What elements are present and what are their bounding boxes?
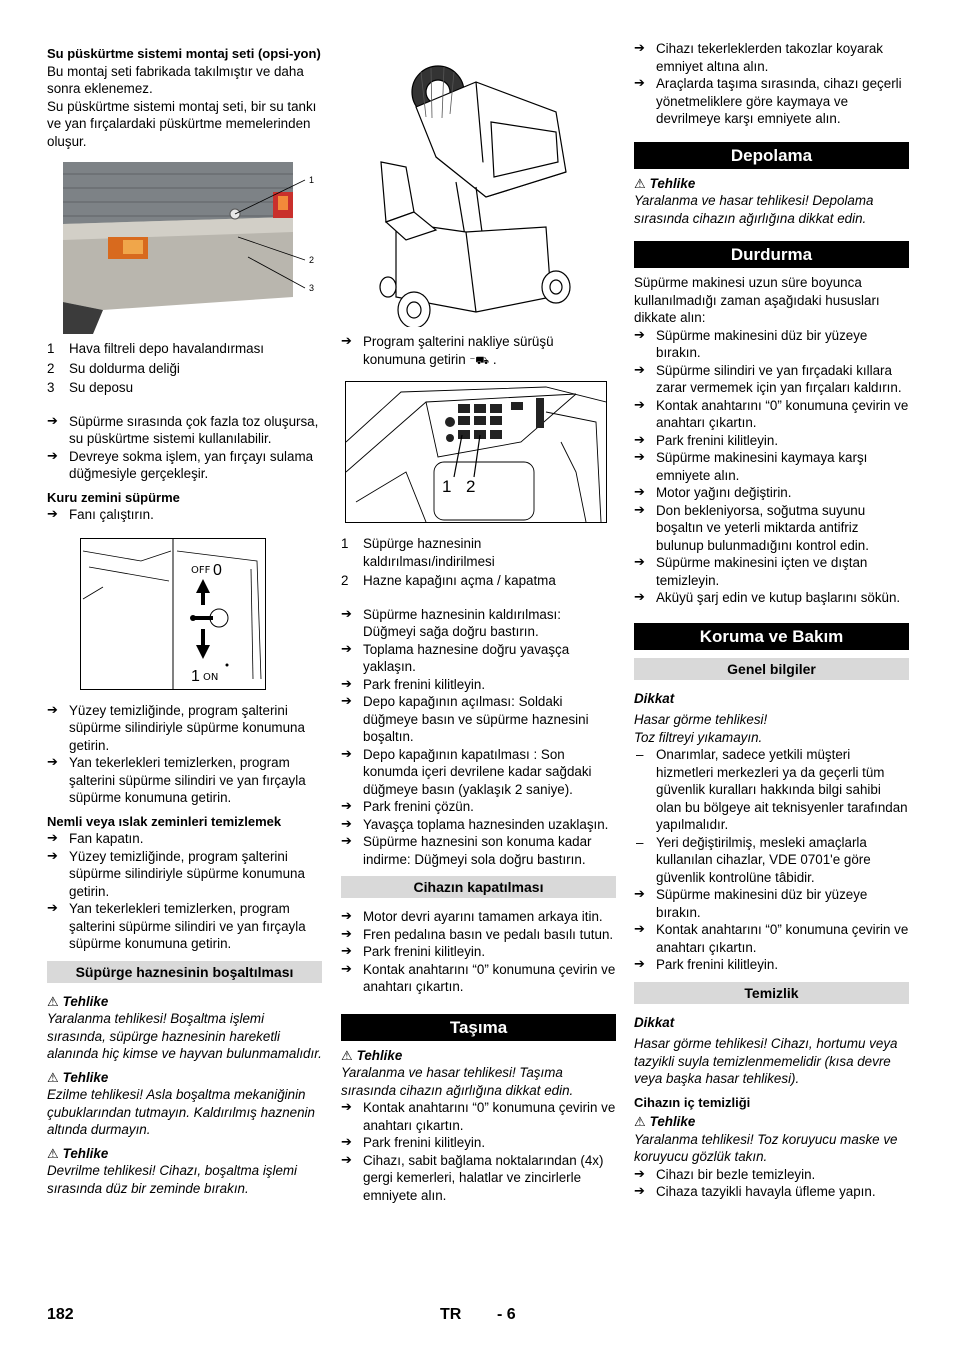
spray-paragraph-1: Bu montaj seti fabrikada takılmıştır ve daha sonra eklenemez. [47,63,304,96]
step-item: ➔ Süpürme makinesini kaymaya karşı emniyete alın. [634,449,909,484]
section-bar-transport: Taşıma [341,1014,616,1041]
step-item: ➔ Motor yağını değiştirin. [634,484,909,502]
warning-text: Ezilme tehlikesi! Asla boşaltma mekaniğinin çubuklarından tutmayın. Kaldırılmış haznenin altında durmayın. [47,1087,315,1137]
step-item: ➔ Devreye sokma işlem, yan fırçayı sulama düğmesiyle gerçekleşir. [47,448,322,483]
section-bar-emptying: Süpürge haznesinin boşaltılması [47,961,322,983]
figure-program-switch [80,538,266,690]
step-item: ➔ Motor devri ayarını tamamen arkaya itin. [341,908,616,926]
note-item: – Yeri değiştirilmiş, mesleki amaçlarla kullanılan cihazlar, VDE 0701'e göre güvenlik kontrolüne tâbidir. [634,834,909,887]
warning-triangle-icon: ⚠ [341,1047,353,1063]
step-item: ➔ Park frenini kilitleyin. [341,676,616,694]
step-item: ➔ Fan kapatın. [47,830,322,848]
control-panel-illustration [346,382,606,522]
step-item: ➔ Kontak anahtarını “0” konumuna çevirin ve anahtarı çıkartın. [341,961,616,996]
caution-text-line: Toz filtreyi yıkamayın. [634,729,763,745]
fig1-callout-2: 2 [309,255,315,265]
arrow-down-icon [196,629,210,659]
warning-label: ⚠ Tehlike [634,1114,696,1129]
section-bar-storage: Depolama [634,142,909,169]
heading-inner-cleaning: Cihazın iç temizliği [634,1094,751,1110]
step-item: ➔ Park frenini çözün. [341,798,616,816]
step-item: ➔ Aküyü şarj edin ve kutup başlarını sökün. [634,589,909,607]
step-item: ➔ Don bekleniyorsa, soğutma suyunu boşaltın ve yeterli miktarda antifriz bulunup bulunmadığını kontrol edin. [634,502,909,555]
figure-sweeper-machine [366,62,586,327]
page-number: 182 [47,1306,74,1323]
warning-triangle-icon: ⚠ [47,1145,59,1161]
caution-text-line: Hasar görme tehlikesi! [634,712,768,727]
warning-triangle-icon: ⚠ [634,175,646,191]
step-item: ➔ Cihaza tazyikli havayla üfleme yapın. [634,1183,909,1201]
step-item: ➔ Yüzey temizliğinde, program şalterini süpürme silindiriyle süpürme konumuna getirin. [47,702,322,755]
step-item: ➔ Yavaşça toplama haznesinden uzaklaşın. [341,816,616,834]
heading-spray-kit: Su püskürtme sistemi montaj seti (opsi-yon) [47,46,321,61]
step-item: ➔ Yüzey temizliğinde, program şalterini süpürme silindiriyle süpürme konumuna getirin. [47,848,322,901]
switch-off-label: OFF [191,564,211,576]
legend-item: 3 Su deposu [47,380,134,395]
step-item: ➔ Park frenini kilitleyin. [634,956,909,974]
step-item: ➔ Depo kapağının kapatılması : Son konumda içeri devrilene kadar sağdaki düğmeye basın (yaklaşık 2 saniye). [341,746,616,799]
step-item: ➔ Park frenini kilitleyin. [341,943,616,961]
sub-page-number: - 6 [497,1306,516,1323]
step-item: ➔ Fren pedalına basın ve pedalı basılı tutun. [341,926,616,944]
spray-paragraph-2: Su püskürtme sistemi montaj seti, bir su tankı ve yan fırçalardaki püskürtme memelerinden oluşur. [47,98,317,149]
water-tank-illustration [63,162,321,334]
switch-one-label: 1 [191,667,200,685]
program-switch-illustration [81,539,265,689]
legend-item: 2 Su doldurma deliği [47,360,180,376]
warning-text: Yaralanma ve hasar tehlikesi! Depolama sırasında cihazın ağırlığına dikkat edin. [634,193,874,226]
language-code: TR [440,1306,462,1323]
step-item: ➔ Yan tekerlekleri temizlerken, program şalterini süpürme silindiri ve yan fırçayla süpürme konumuna getirin. [47,900,322,953]
fig3-label-1: 1 [442,477,452,496]
warning-triangle-icon: ⚠ [47,1069,59,1085]
heading-wet-floor: Nemli veya ıslak zeminleri temizlemek [47,813,282,829]
warning-text: Yaralanma tehlikesi! Boşaltma işlemi sırasında, süpürge haznesinin hareketli alanında hiç kimse ve hayvan bulunmamalıdır. [47,1011,322,1061]
step-item: ➔ Yan tekerlekleri temizlerken, program şalterini süpürme silindiri ve yan fırçayla süpürme konumuna getirin. [47,754,322,807]
step-item: ➔ Süpürme makinesini düz bir yüzeye bırakın. [634,327,909,362]
step-item: ➔ Cihazı tekerleklerden takozlar koyarak emniyet altına alın. [634,40,909,75]
step-item: ➔ Depo kapağının açılması: Soldaki düğmeye basın ve süpürme haznesini boşaltın. [341,693,616,746]
figure-water-tank [63,162,321,334]
step-item: ➔ Kontak anahtarını “0” konumuna çevirin ve anahtarı çıkartın. [634,921,909,956]
warning-text: Yaralanma tehlikesi! Toz koruyucu maske ve koruyucu gözlük takın. [634,1131,898,1164]
section-bar-general: Genel bilgiler [634,658,909,680]
warning-text: Devrilme tehlikesi! Cihazı, boşaltma işlemi sırasında düz bir zeminde bırakın. [47,1163,298,1196]
switch-on-label: ON [203,671,219,683]
step-item: ➔ Süpürme makinesini düz bir yüzeye bırakın. [634,886,909,921]
step-item: ➔ Toplama haznesine doğru yavaşça yaklaşın. [341,641,616,676]
column-1 [47,40,322,1197]
figure-control-panel [345,381,607,523]
heading-dry-floor: Kuru zemini süpürme [47,489,180,505]
step-item: ➔ Süpürme haznesini son konuma kadar indirme: Düğmeyi sola doğru bastırın. [341,833,616,868]
switch-zero-label: 0 [213,561,222,579]
step-item: ➔ Program şalterini nakliye sürüşü konumuna getirin ⁻⛟ . [341,333,616,369]
warning-label: ⚠ Tehlike [47,1069,109,1085]
step-item: ➔ Kontak anahtarını “0” konumuna çevirin ve anahtarı çıkartın. [341,1099,616,1134]
step-item: ➔ Park frenini kilitleyin. [341,1134,616,1152]
note-item: – Onarımlar, sadece yetkili müşteri hizmetleri merkezleri ya da geçerli tüm güvenlik kuralları hakkında bilgi sahibi olan bu bölgeye ait teknisyenler tarafından yapılmalıdır. [634,746,909,834]
legend-item: 1 Hava filtreli depo havalandırması [47,341,265,356]
fig1-callout-3: 3 [309,283,315,293]
fig3-label-2: 2 [466,477,476,496]
step-item: ➔ Araçlarda taşıma sırasında, cihazı geçerli yönetmeliklere göre kaymaya ve devrilmeye karşı emniyete alın. [634,75,909,128]
transport-mode-icon: ⁻⛟ [469,353,490,367]
step-item: ➔ Cihazı, sabit bağlama noktalarından (4x) gergi kemerleri, halatlar ve zincirlerle emniyete alın. [341,1152,616,1205]
fig1-callout-1: 1 [309,175,315,185]
warning-label: ⚠ Tehlike [47,1145,109,1161]
warning-triangle-icon: ⚠ [47,993,59,1009]
caution-label: Dikkat [634,1014,675,1030]
warning-label: ⚠ Tehlike [47,993,109,1009]
sweeper-machine-illustration [366,62,586,327]
step-item: ➔ Süpürme haznesinin kaldırılması: Düğmeyi sağa doğru bastırın. [341,606,616,641]
legend-item: 1 Süpürge haznesinin kaldırılması/indirilmesi [341,536,495,569]
step-item: ➔ Süpürme silindiri ve yan fırçadaki kıllara zarar vermemek için yan fırçaları kaldırın. [634,362,909,397]
legend-control-panel [341,535,616,590]
stop-intro: Süpürme makinesi uzun süre boyunca kullanılmadığı zaman aşağıdaki hususları dikkate alın: [634,275,880,325]
step-item: ➔ Süpürme sırasında çok fazla toz oluşursa, su püskürtme sistemi kullanılabilir. [47,413,322,448]
caution-label: Dikkat [634,690,675,706]
warning-label: ⚠ Tehlike [341,1047,403,1063]
warning-text: Yaralanma ve hasar tehlikesi! Taşıma sırasında cihazın ağırlığına dikkat edin. [341,1065,574,1098]
column-2 [341,40,616,1204]
caution-text: Hasar görme tehlikesi! Cihazı, hortumu veya tazyikli suyla temizlenmemelidir (kısa devre veya başka hasar tehlikesi). [634,1036,898,1086]
legend-item: 2 Hazne kapağını açma / kapatma [341,573,556,588]
arrow-up-icon [196,579,210,605]
warning-label: ⚠ Tehlike [634,175,696,191]
section-bar-care: Koruma ve Bakım [634,623,909,650]
section-bar-stop: Durdurma [634,241,909,268]
step-item: ➔ Süpürme makinesini içten ve dıştan temizleyin. [634,554,909,589]
section-bar-cleaning: Temizlik [634,982,909,1004]
step-item: ➔ Cihazı bir bezle temizleyin. [634,1166,909,1184]
warning-triangle-icon: ⚠ [634,1114,646,1129]
section-bar-shutdown: Cihazın kapatılması [341,876,616,898]
step-item: ➔ Kontak anahtarını “0” konumuna çevirin ve anahtarı çıkartın. [634,397,909,432]
column-3 [634,40,909,1201]
step-item: ➔ Park frenini kilitleyin. [634,432,909,450]
legend-water-tank [47,340,322,397]
step-item: ➔ Fanı çalıştırın. [47,506,322,524]
